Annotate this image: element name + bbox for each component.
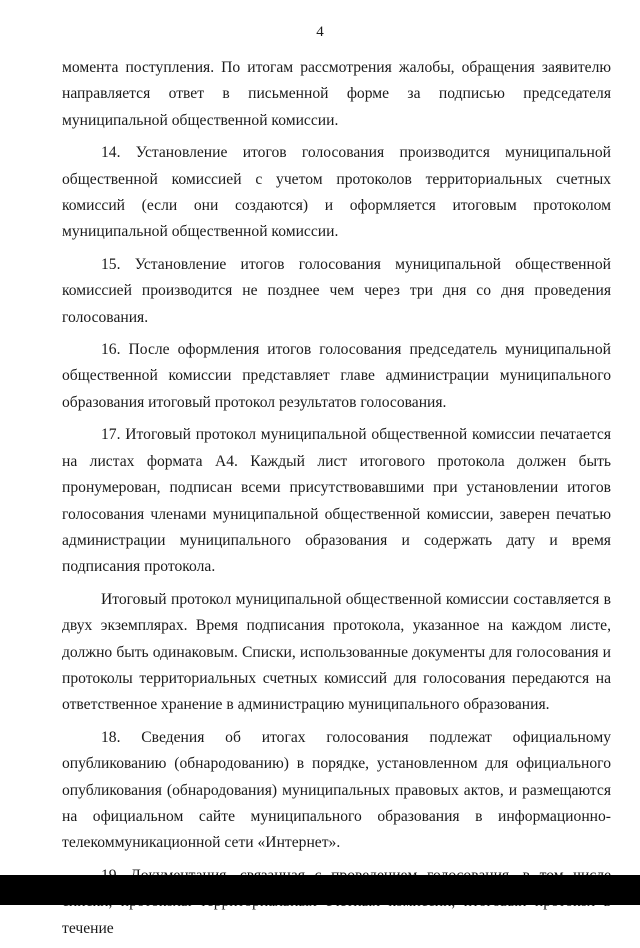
paragraph-16: 16. После оформления итогов голосования председатель муниципальной общественной комиссии представляет главе администрации муниципального образования итоговый протокол результатов голосования. <box>62 341 611 411</box>
paragraph-18: 18. Сведения об итогах голосования подлежат официальному опубликованию (обнародованию) в порядке, установленном для официального опубликования (обнародования) муниципальных правовых актов, и размещаются на официальном сайте муниципального образования в информационно-телекоммуникационной сети «Интернет». <box>62 728 611 852</box>
paragraph-17-continuation: Итоговый протокол муниципальной общественной комиссии составляется в двух экземплярах. Время подписания протокола, указанное на каждом листе, должно быть одинаковым. Списки, использованные документы для голосования и протоколы территориальных счетных комиссий для голосования передаются на ответственное хранение в администрацию муниципального образования. <box>62 590 611 714</box>
document-body <box>62 55 611 948</box>
paragraph-15: 15. Установление итогов голосования муниципальной общественной комиссией производится не позднее чем через три дня со дня проведения голосования. <box>62 255 611 326</box>
paragraph-14: 14. Установление итогов голосования производится муниципальной общественной комиссией с учетом протоколов территориальных счетных комиссий (если они создаются) и оформляется итоговым протоколом муниципальной общественной комиссии. <box>62 144 611 241</box>
page-number: 4 <box>316 24 324 40</box>
paragraph-continuation: момента поступления. По итогам рассмотрения жалобы, обращения заявителю направляется ответ в письменной форме за подписью председателя муниципальной общественной комиссии. <box>62 59 611 129</box>
paragraph-19: течение <box>62 919 114 937</box>
paragraph-17: 17. Итоговый протокол муниципальной общественной комиссии печатается на листах формата А4. Каждый лист итогового протокола должен быть пронумерован, подписан всеми присутствовавшими при установлении итогов голосования членами муниципальной общественной комиссии, заверен печатью администрации муниципального образования и содержать дату и время подписания протокола. <box>62 426 611 576</box>
scan-edge-bar <box>0 875 640 905</box>
